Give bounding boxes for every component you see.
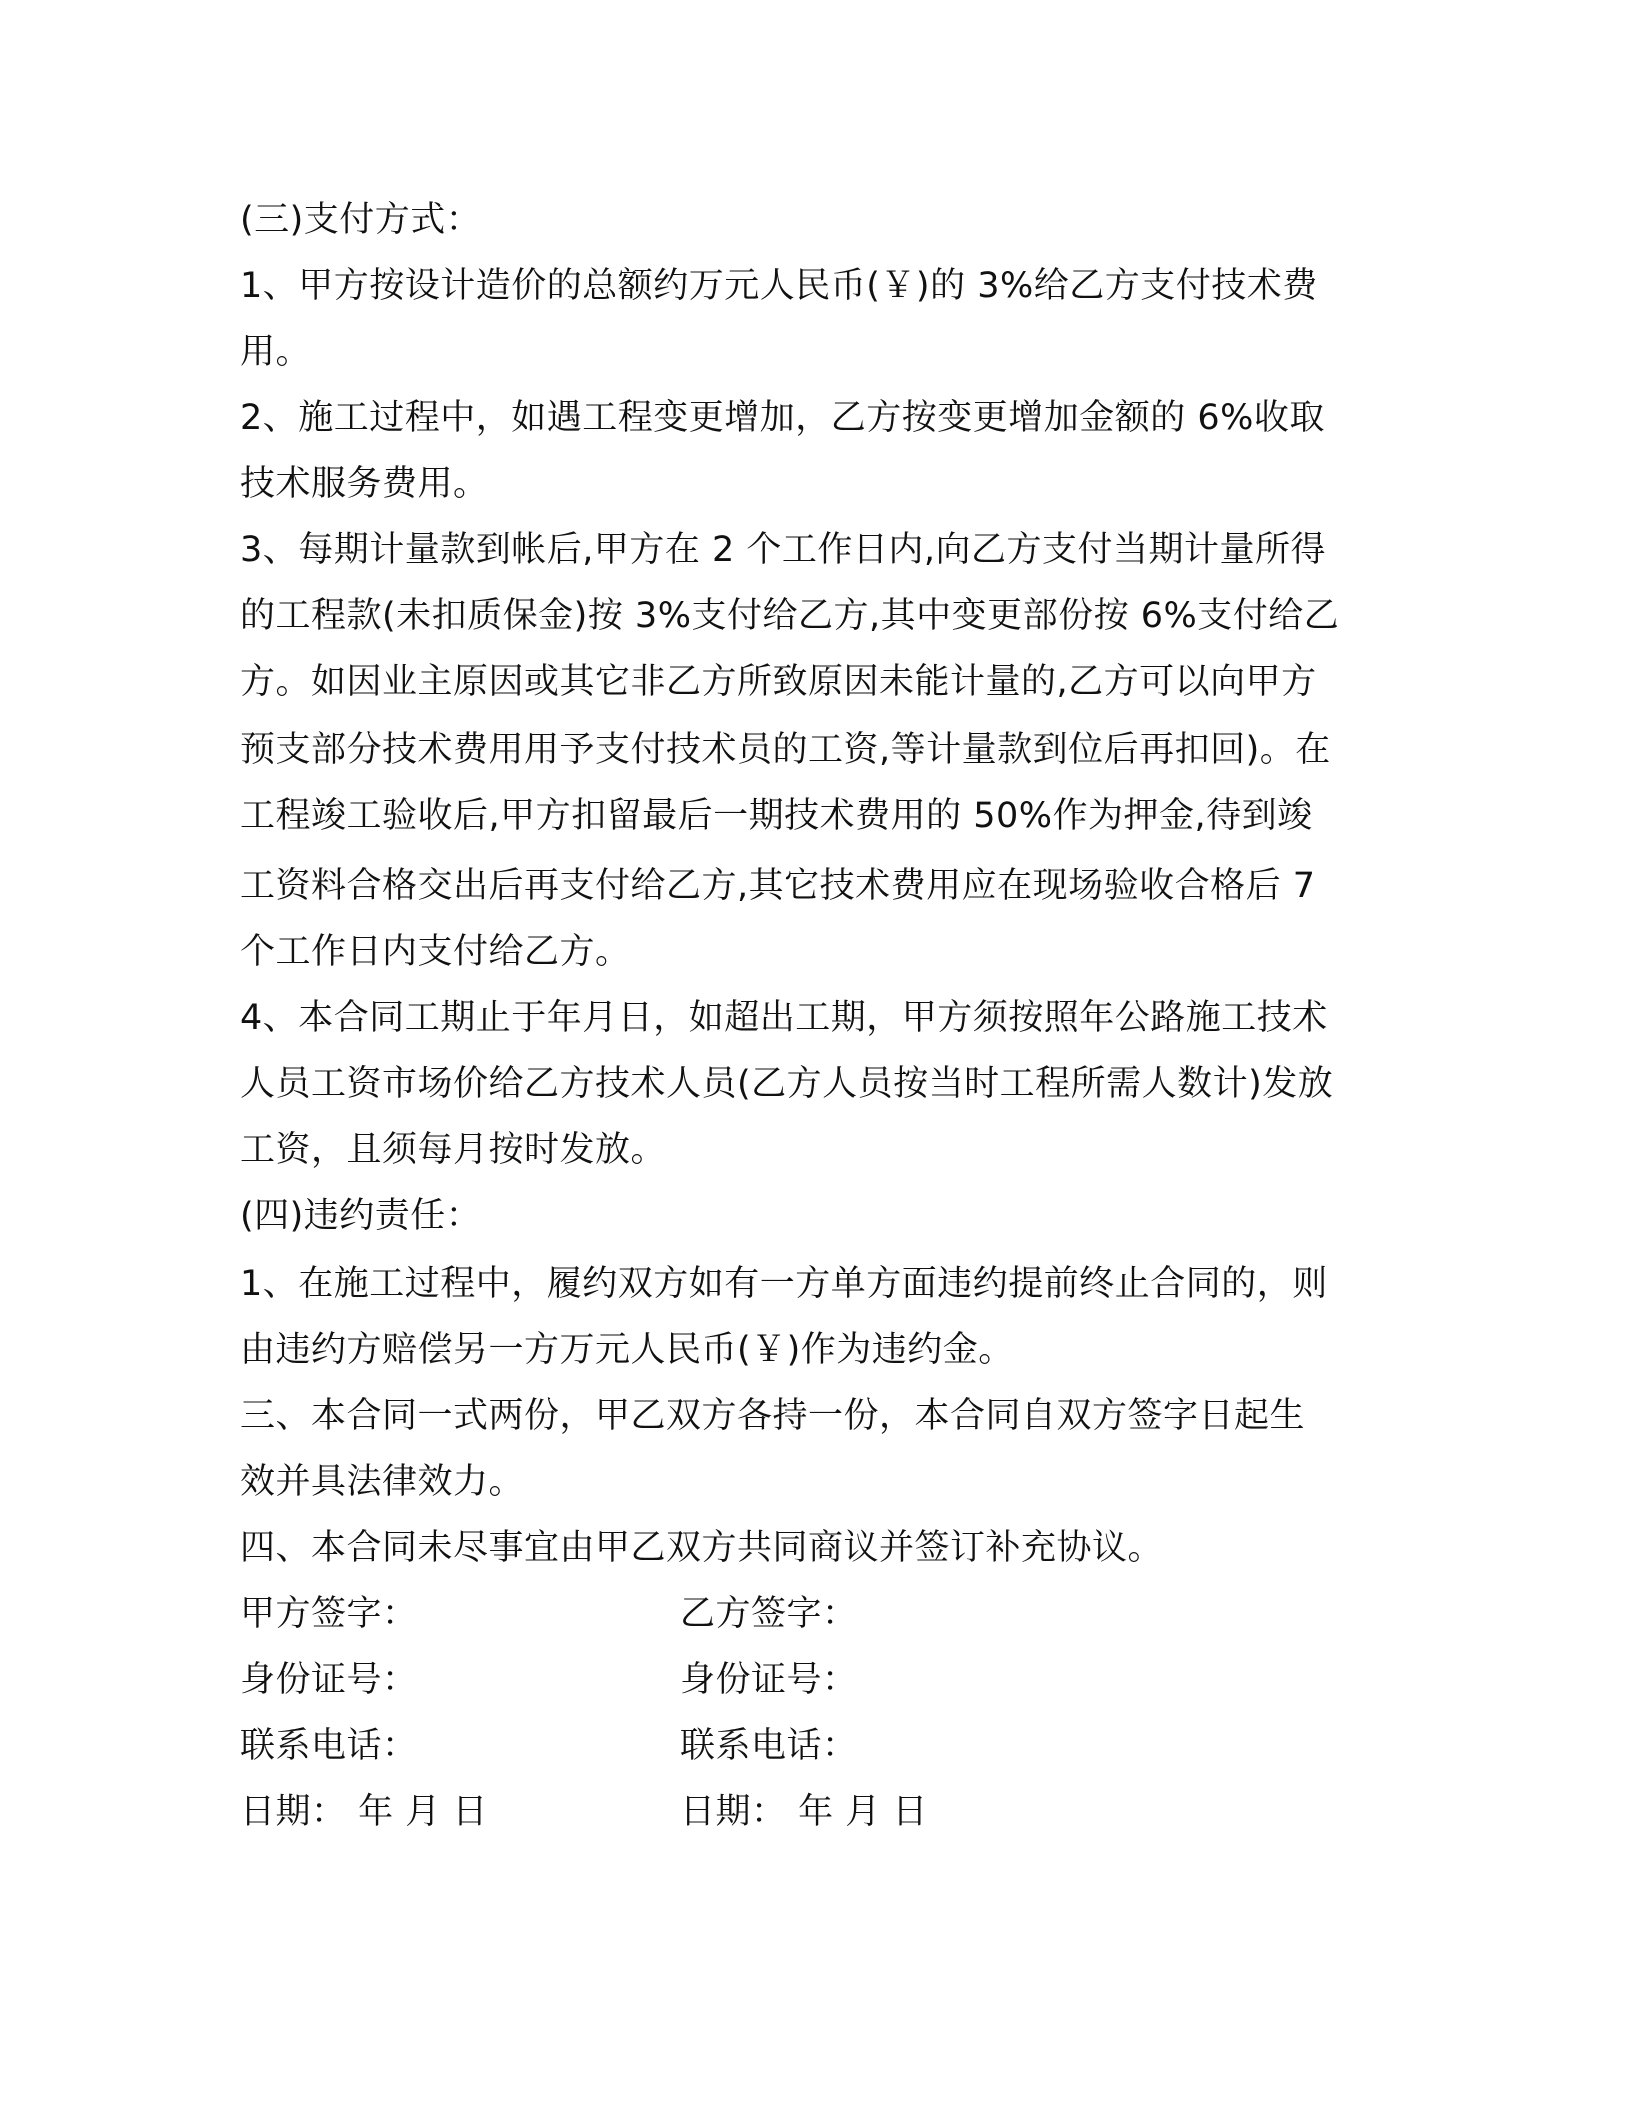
party-b-date-label: 日期： 年 月 日 bbox=[680, 1792, 928, 1832]
paragraph-line: 2、施工过程中，如遇工程变更增加，乙方按变更增加金额的 6%收取 bbox=[240, 398, 1325, 438]
section-heading-payment: (三)支付方式： bbox=[240, 200, 482, 240]
section-heading-breach: (四)违约责任： bbox=[240, 1196, 482, 1236]
paragraph-line: 三、本合同一式两份，甲乙双方各持一份，本合同自双方签字日起生 bbox=[240, 1396, 1306, 1436]
party-b-phone-label: 联系电话： bbox=[680, 1726, 858, 1766]
paragraph-line: 四、本合同未尽事宜由甲乙双方共同商议并签订补充协议。 bbox=[240, 1528, 1164, 1568]
paragraph-line: 人员工资市场价给乙方技术人员(乙方人员按当时工程所需人数计)发放 bbox=[240, 1064, 1334, 1104]
paragraph-line: 方。如因业主原因或其它非乙方所致原因未能计量的,乙方可以向甲方 bbox=[240, 662, 1317, 702]
paragraph-line: 预支部分技术费用用予支付技术员的工资,等计量款到位后再扣回)。在 bbox=[240, 730, 1331, 770]
party-b-signature-label: 乙方签字： bbox=[680, 1594, 858, 1634]
party-a-date-label: 日期： 年 月 日 bbox=[240, 1792, 488, 1832]
paragraph-line: 的工程款(未扣质保金)按 3%支付给乙方,其中变更部份按 6%支付给乙 bbox=[240, 596, 1340, 636]
paragraph-line: 个工作日内支付给乙方。 bbox=[240, 932, 631, 972]
party-a-phone-label: 联系电话： bbox=[240, 1726, 418, 1766]
paragraph-line: 4、本合同工期止于年月日，如超出工期，甲方须按照年公路施工技术 bbox=[240, 998, 1328, 1038]
party-b-id-label: 身份证号： bbox=[680, 1660, 858, 1700]
paragraph-line: 效并具法律效力。 bbox=[240, 1462, 525, 1502]
paragraph-line: 工资，且须每月按时发放。 bbox=[240, 1130, 667, 1170]
paragraph-line: 用。 bbox=[240, 332, 312, 372]
paragraph-line: 由违约方赔偿另一方万元人民币(￥)作为违约金。 bbox=[240, 1330, 1014, 1370]
paragraph-line: 工资料合格交出后再支付给乙方,其它技术费用应在现场验收合格后 7 bbox=[240, 866, 1316, 906]
paragraph-line: 3、每期计量款到帐后,甲方在 2 个工作日内,向乙方支付当期计量所得 bbox=[240, 530, 1327, 570]
paragraph-line: 技术服务费用。 bbox=[240, 464, 489, 504]
party-a-id-label: 身份证号： bbox=[240, 1660, 418, 1700]
paragraph-line: 1、在施工过程中，履约双方如有一方单方面违约提前终止合同的，则 bbox=[240, 1264, 1328, 1304]
paragraph-line: 工程竣工验收后,甲方扣留最后一期技术费用的 50%作为押金,待到竣 bbox=[240, 796, 1313, 836]
paragraph-line: 1、甲方按设计造价的总额约万元人民币(￥)的 3%给乙方支付技术费 bbox=[240, 266, 1318, 306]
party-a-signature-label: 甲方签字： bbox=[240, 1594, 418, 1634]
